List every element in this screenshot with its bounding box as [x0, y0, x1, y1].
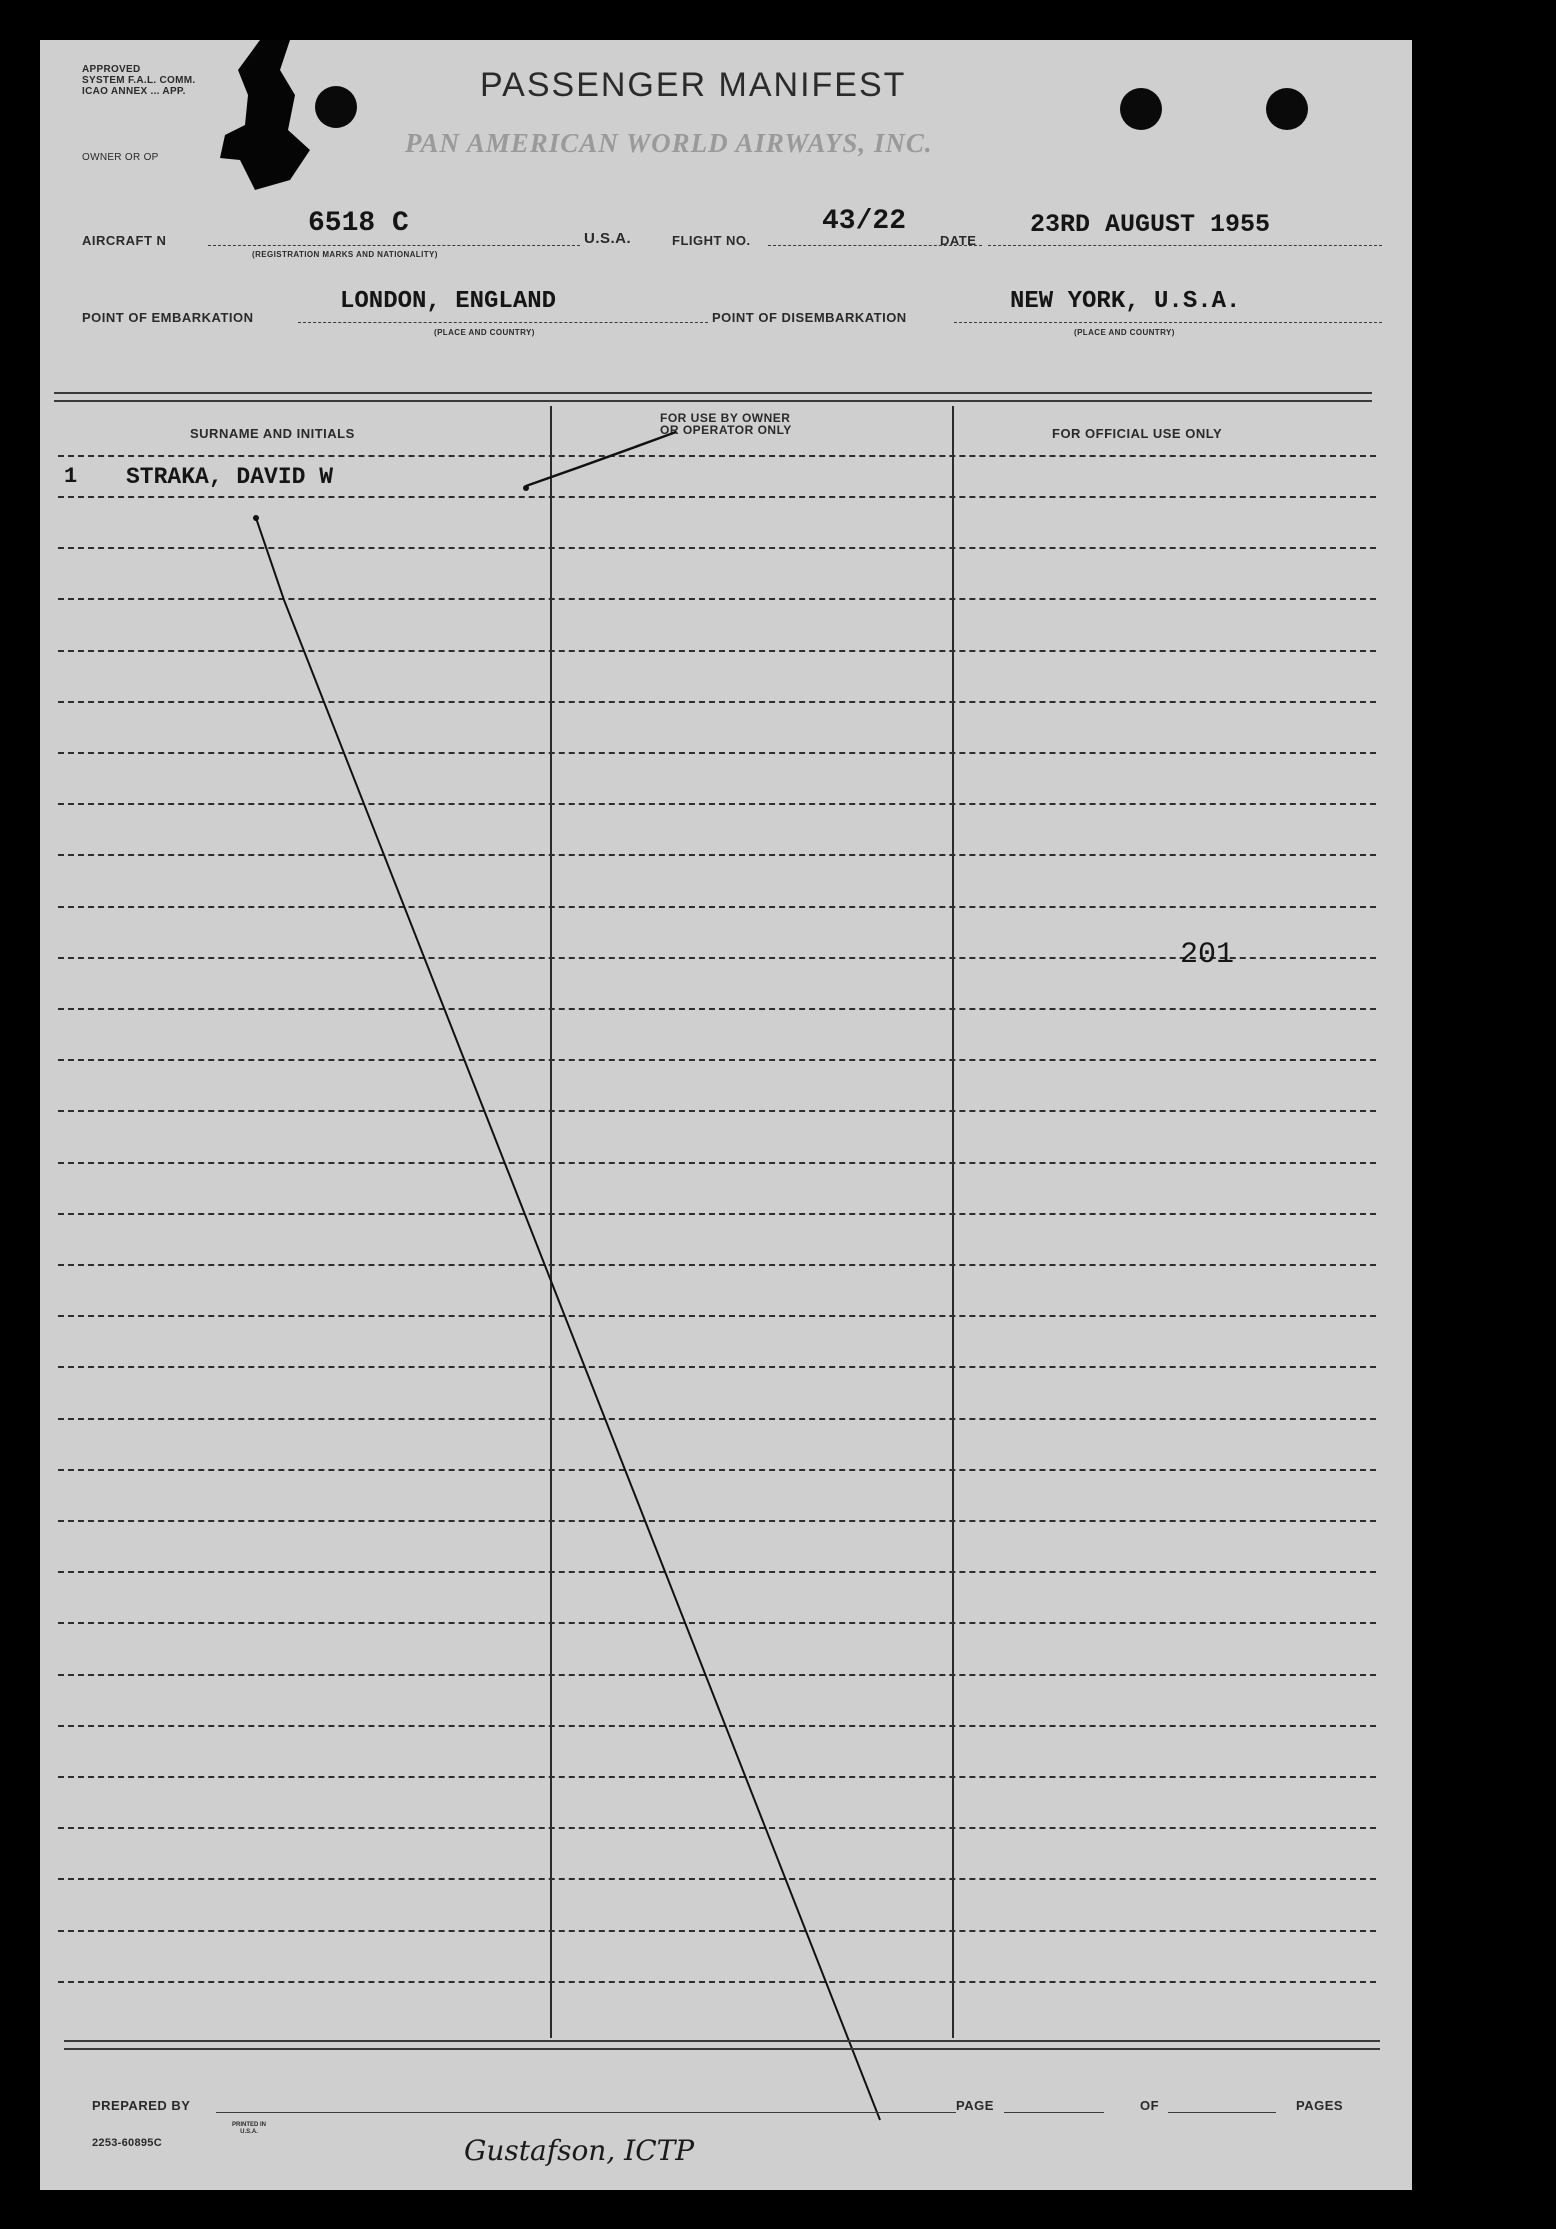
column-header-owner-line1: FOR USE BY OWNER	[660, 411, 791, 425]
of-underline	[1168, 2112, 1276, 2113]
page-title: PASSENGER MANIFEST	[480, 66, 907, 104]
passenger-number: 1	[64, 464, 78, 489]
column-header-official: FOR OFFICIAL USE ONLY	[1052, 426, 1223, 441]
approved-line-2: SYSTEM F.A.L. COMM.	[82, 75, 196, 86]
pages-label: PAGES	[1296, 2098, 1344, 2113]
prepared-underline	[216, 2112, 956, 2113]
disembarkation-label: POINT OF DISEMBARKATION	[712, 310, 907, 325]
usa-label: U.S.A.	[584, 230, 632, 247]
date-label: DATE	[940, 233, 977, 248]
prepared-by-label: PREPARED BY	[92, 2098, 191, 2113]
column-header-name: SURNAME AND INITIALS	[190, 426, 355, 441]
flight-no-value: 43/22	[822, 206, 907, 237]
disembarkation-value: NEW YORK, U.S.A.	[1010, 288, 1241, 315]
owner-label: OWNER OR OP	[82, 152, 159, 163]
embarkation-value: LONDON, ENGLAND	[340, 288, 557, 315]
embarkation-caption: (PLACE AND COUNTRY)	[434, 328, 535, 337]
page-underline	[1004, 2112, 1104, 2113]
embarkation-label: POINT OF EMBARKATION	[82, 310, 254, 325]
cancel-strokes	[40, 40, 1412, 2190]
approved-line-3: ICAO ANNEX ... APP.	[82, 86, 186, 97]
table-bottom-rule-2	[64, 2048, 1380, 2050]
official-note: 201	[1180, 938, 1235, 972]
printed-stamp: PRINTED IN U.S.A.	[232, 2122, 267, 2135]
aircraft-caption: (REGISTRATION MARKS AND NATIONALITY)	[252, 250, 438, 259]
form-number: 2253-60895C	[92, 2137, 162, 2149]
table-bottom-rule-1	[64, 2040, 1380, 2042]
aircraft-label: AIRCRAFT N	[82, 233, 167, 248]
disembarkation-caption: (PLACE AND COUNTRY)	[1074, 328, 1175, 337]
manifest-page	[40, 40, 1412, 2190]
passenger-name: STRAKA, DAVID W	[126, 464, 334, 490]
aircraft-value: 6518 C	[308, 208, 409, 239]
page-label: PAGE	[956, 2098, 994, 2113]
date-value: 23RD AUGUST 1955	[1030, 210, 1271, 239]
signature: Gustafson, ICTP	[464, 2134, 695, 2167]
column-header-owner-line2: OR OPERATOR ONLY	[660, 423, 792, 437]
approved-line-1: APPROVED	[82, 64, 141, 75]
of-label: OF	[1140, 2098, 1160, 2113]
flight-no-label: FLIGHT NO.	[672, 233, 751, 248]
airline-name: PAN AMERICAN WORLD AIRWAYS, INC.	[405, 128, 933, 158]
